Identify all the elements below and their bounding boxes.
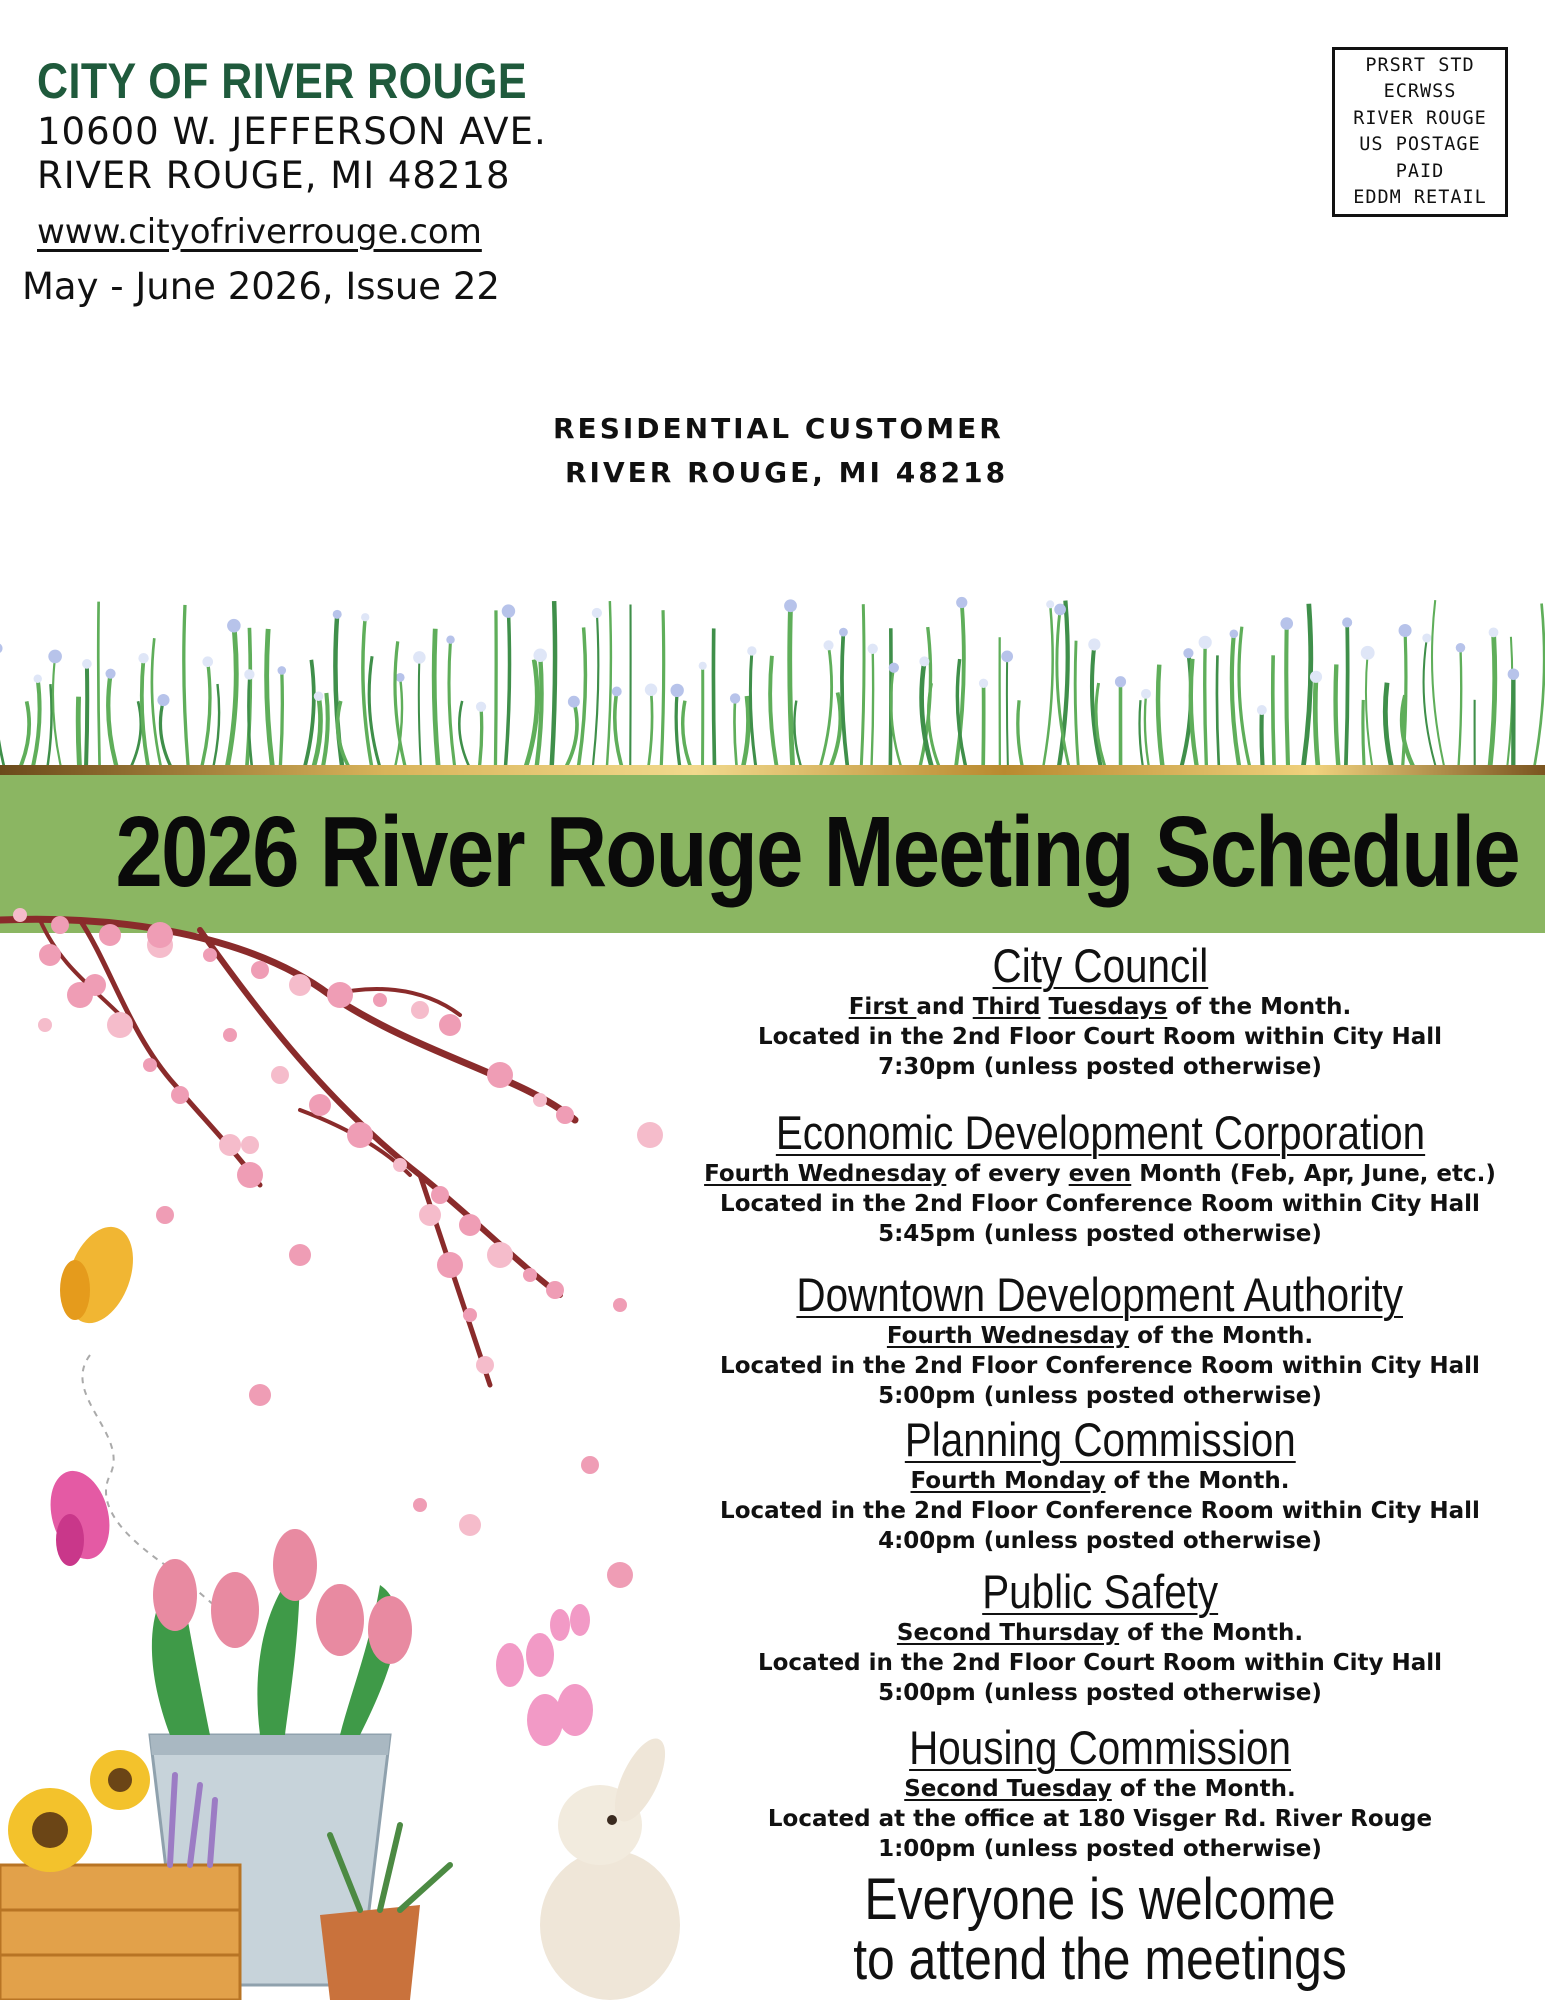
meeting-schedule — [690, 1321, 1510, 1351]
meeting-title: City Council — [992, 939, 1208, 992]
meeting-time: 1:00pm (unless posted otherwise) — [878, 1836, 1322, 1862]
meeting-time: 5:00pm (unless posted otherwise) — [878, 1383, 1322, 1409]
bunny-illustration — [540, 1732, 680, 2000]
meeting-title: Planning Commission — [904, 1413, 1296, 1466]
welcome-line-2: to attend the meetings — [853, 1927, 1347, 1992]
address-line-2: RIVER ROUGE, MI 48218 — [37, 154, 511, 197]
schedule-text: Month (Feb, Apr, June, etc.) — [1131, 1161, 1496, 1187]
meeting-schedule — [690, 992, 1510, 1022]
meeting-time: 5:45pm (unless posted otherwise) — [878, 1221, 1322, 1247]
meeting-location: Located at the office at 180 Visger Rd. River Rouge — [767, 1806, 1433, 1832]
schedule-day-emphasis: Fourth Wednesday — [704, 1161, 947, 1187]
schedule-text — [1041, 994, 1049, 1020]
schedule-text: of every — [946, 1161, 1069, 1187]
gold-divider — [0, 765, 1545, 775]
schedule-text: of the Month. — [1111, 1776, 1296, 1802]
schedule-day-emphasis: even — [1068, 1161, 1132, 1187]
meeting-location: Located in the 2nd Floor Court Room within City Hall — [757, 1024, 1443, 1050]
recipient-line-1: RESIDENTIAL CUSTOMER — [553, 412, 1004, 445]
meeting-location: Located in the 2nd Floor Conference Room within City Hall — [720, 1498, 1480, 1524]
butterfly-icon-yellow — [55, 1218, 146, 1332]
meeting-city-council — [690, 940, 1510, 1082]
recipient-line-2: RIVER ROUGE, MI 48218 — [565, 456, 1009, 489]
postage-line: PAID — [1395, 160, 1445, 182]
schedule-day-emphasis: Second Tuesday — [904, 1776, 1112, 1802]
meeting-schedule — [690, 1774, 1510, 1804]
welcome-line-1: Everyone is welcome — [864, 1867, 1336, 1932]
city-name: CITY OF RIVER ROUGE — [37, 53, 527, 109]
meeting-downtown-development-authority — [690, 1269, 1510, 1411]
schedule-text: of the Month. — [1167, 994, 1352, 1020]
meeting-title: Public Safety — [982, 1565, 1218, 1618]
schedule-day-emphasis: Second Thursday — [896, 1620, 1120, 1646]
postage-line: PRSRT STD — [1365, 54, 1475, 76]
schedule-day-emphasis: First — [848, 994, 917, 1020]
postage-line: ECRWSS — [1383, 81, 1457, 102]
welcome-message — [690, 1867, 1510, 1992]
postage-line: EDDM RETAIL — [1353, 187, 1487, 208]
postage-indicia — [1332, 47, 1508, 217]
meeting-location: Located in the 2nd Floor Conference Room within City Hall — [720, 1353, 1480, 1379]
meeting-public-safety — [690, 1566, 1510, 1708]
meeting-schedule — [690, 1159, 1510, 1189]
meeting-time: 4:00pm (unless posted otherwise) — [878, 1528, 1322, 1554]
schedule-day-emphasis: Fourth Monday — [910, 1468, 1106, 1494]
schedule-day-emphasis: Third — [972, 994, 1041, 1020]
schedule-day-emphasis: Fourth Wednesday — [886, 1323, 1130, 1349]
schedule-text: of the Month. — [1129, 1323, 1314, 1349]
meeting-planning-commission — [690, 1414, 1510, 1556]
meeting-housing-commission — [690, 1722, 1510, 1864]
meeting-schedule — [690, 1618, 1510, 1648]
butterfly-icon-small — [496, 1604, 593, 1746]
meeting-time: 7:30pm (unless posted otherwise) — [878, 1054, 1322, 1080]
website-link[interactable]: www.cityofriverrouge.com — [37, 212, 482, 252]
issue-label: May - June 2026, Issue 22 — [22, 265, 500, 308]
address-line-1: 10600 W. JEFFERSON AVE. — [37, 110, 547, 153]
meeting-time: 5:00pm (unless posted otherwise) — [878, 1680, 1322, 1706]
schedule-day-emphasis: Tuesdays — [1048, 994, 1168, 1020]
meeting-title: Housing Commission — [909, 1721, 1291, 1774]
postage-line: US POSTAGE — [1359, 134, 1481, 155]
schedule-text: of the Month. — [1105, 1468, 1290, 1494]
meeting-economic-development-corporation — [690, 1107, 1510, 1249]
wildflower-border-illustration — [0, 585, 1545, 770]
schedule-text: of the Month. — [1119, 1620, 1304, 1646]
meeting-title: Downtown Development Authority — [796, 1268, 1404, 1321]
meeting-schedule — [690, 1466, 1510, 1496]
schedule-text: and — [916, 994, 973, 1020]
spring-illustration — [0, 875, 720, 2000]
meeting-location: Located in the 2nd Floor Conference Room within City Hall — [720, 1191, 1480, 1217]
postage-line: RIVER ROUGE — [1353, 107, 1487, 129]
meeting-title: Economic Development Corporation — [775, 1106, 1425, 1159]
meeting-location: Located in the 2nd Floor Court Room within City Hall — [757, 1650, 1443, 1676]
page-title: 2026 River Rouge Meeting Schedule — [115, 796, 1520, 908]
